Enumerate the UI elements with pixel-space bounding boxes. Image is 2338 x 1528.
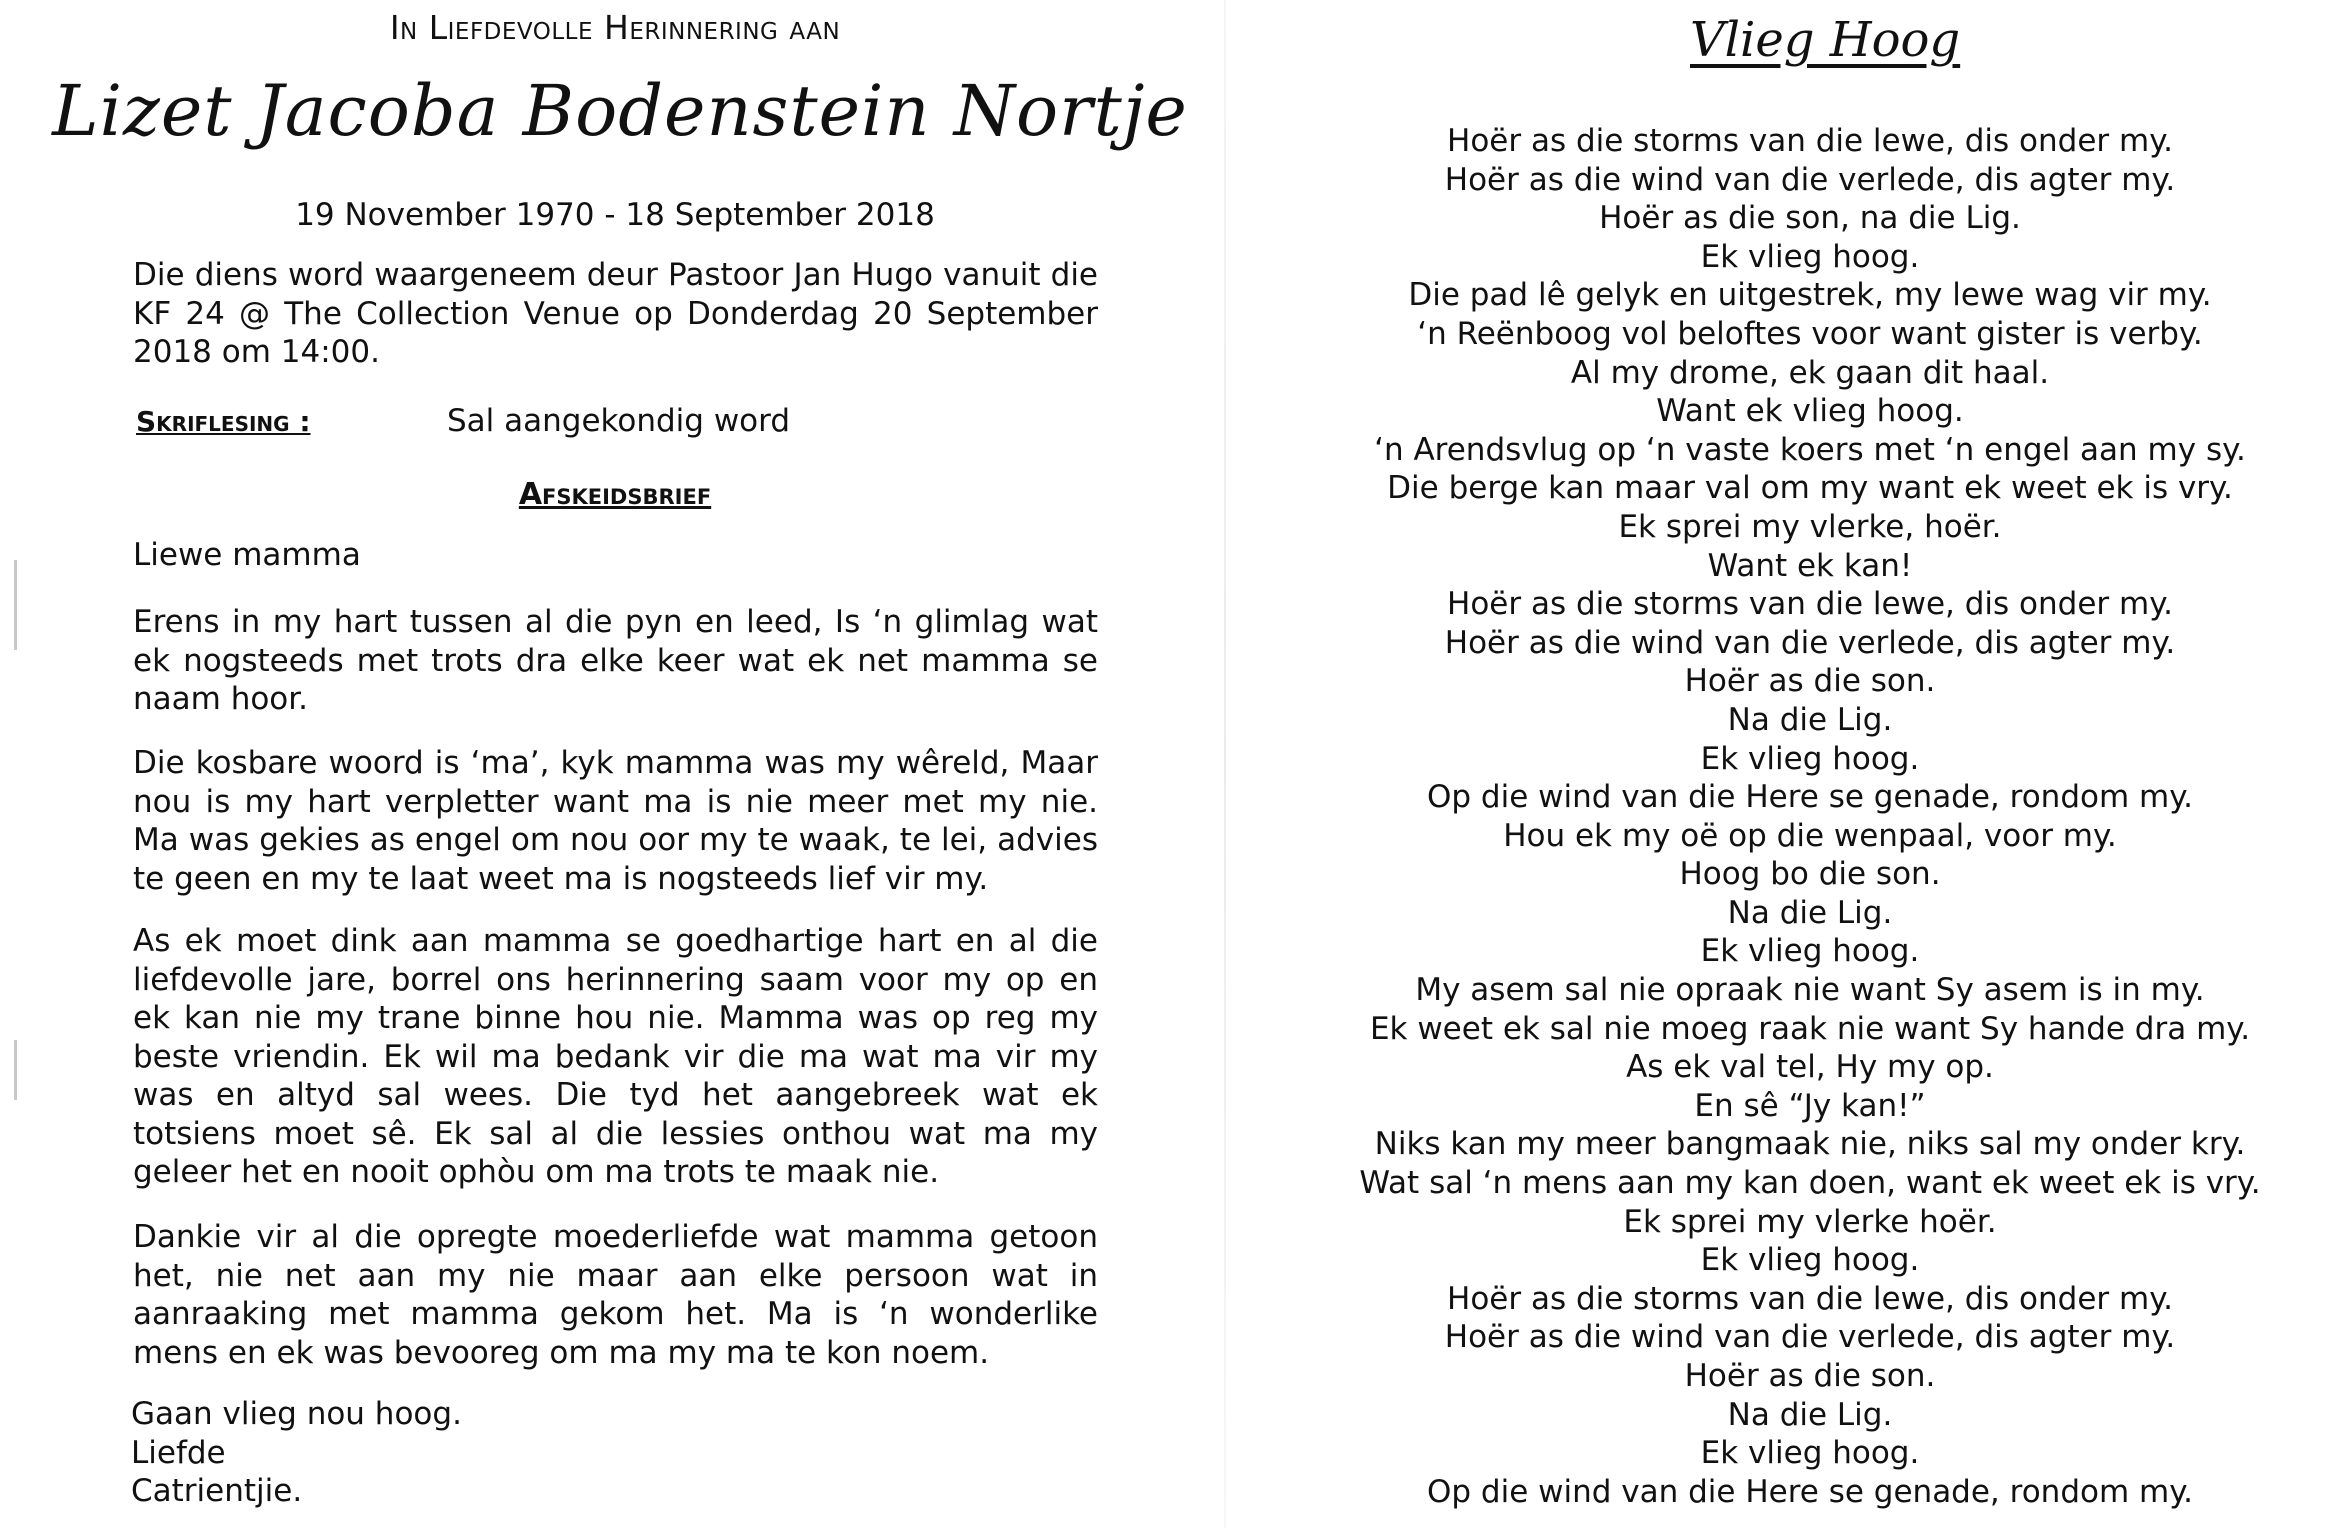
poem-line: Na die Lig. [1727,894,1893,931]
life-dates: 19 November 1970 - 18 September 2018 [295,197,935,233]
letter-closing [131,1395,462,1511]
closing-line: Liefde [131,1434,226,1471]
poem-line: Ek vlieg hoog. [1700,933,1920,970]
poem-line: Op die wind van die Here se genade, rondom my. [1426,779,2193,816]
poem-line: Die berge kan maar val om my want ek weet ek is vry. [1387,470,2233,507]
poem-line: Hoër as die wind van die verlede, dis agter my. [1444,1319,2176,1356]
poem-line: Na die Lig. [1727,1396,1893,1433]
letter-greeting: Liewe mamma [133,537,361,573]
poem-line: Hoër as die son. [1684,663,1936,700]
poem-line: Op die wind van die Here se genade, rondom my. [1426,1473,2193,1510]
poem-line: Hou ek my oë op die wenpaal, voor my. [1503,817,2117,854]
poem-line: As ek val tel, Hy my op. [1626,1049,1994,1086]
poem-line: Ek weet ek sal nie moeg raak nie want Sy hande dra my. [1369,1010,2251,1047]
letter-paragraph: Erens in my hart tussen al die pyn en leed, Is ‘n glimlag wat ek nogsteeds met trots dra elke keer wat ek net mamma se naam hoor. [133,604,1098,717]
poem-line: Hoog bo die son. [1679,856,1941,893]
scripture-reading-value: Sal aangekondig word [447,403,791,439]
poem-line: Al my drome, ek gaan dit haal. [1570,354,2050,391]
poem-line: ‘n Reënboog vol beloftes voor want gister is verby. [1417,315,2203,352]
poem-line: Hoër as die storms van die lewe, dis onder my. [1447,586,2173,623]
scripture-reading-label: Skriflesing : [136,405,311,438]
poem-line: Die pad lê gelyk en uitgestrek, my lewe wag vir my. [1408,277,2212,314]
poem-line: Want ek vlieg hoog. [1656,393,1964,430]
poem-line: Na die Lig. [1727,701,1893,738]
closing-line: Gaan vlieg nou hoog. [131,1396,462,1432]
scan-edge-mark [14,560,17,650]
deceased-name: Lizet Jacoba Bodenstein Nortje [52,70,1188,152]
poem-line: Hoër as die son, na die Lig. [1599,200,2021,237]
poem-line: Hoër as die storms van die lewe, dis onder my. [1447,123,2173,159]
poem [1330,122,2290,1511]
poem-line: Hoër as die wind van die verlede, dis agter my. [1444,624,2176,661]
poem-line: Ek vlieg hoog. [1700,1242,1920,1279]
letter-paragraph: Die kosbare woord is ‘ma’, kyk mamma was my wêreld, Maar nou is my hart verpletter want ma is nie meer met my nie. Ma was gekies as engel om nou oor my te waak, te lei, advies te geen en my te laat weet ma is nogsteeds lief vir my. [133,745,1098,897]
memorial-heading: In Liefdevolle Herinnering aan [389,8,841,47]
poem-line: Hoër as die storms van die lewe, dis onder my. [1447,1280,2173,1317]
service-details: Die diens word waargeneem deur Pastoor Jan Hugo vanuit die KF 24 @ The Collection Venue op Donderdag 20 September 2018 om 14:00. [133,257,1098,370]
scan-edge-mark [14,1040,17,1100]
letter-paragraph: As ek moet dink aan mamma se goedhartige hart en al die liefdevolle jare, borrel ons herinnering saam voor my op en ek kan nie my trane binne hou nie. Mamma was op reg my beste vriendin. Ek wil ma bedank vir die ma wat ma vir my was en altyd sal wees. Die tyd het aangebreek wat ek totsiens moet sê. Ek sal al die lessies onthou wat ma my geleer het en nooit ophòu om ma trots te maak nie. [133,923,1098,1190]
poem-line: Ek vlieg hoog. [1700,740,1920,777]
poem-line: ‘n Arendsvlug op ‘n vaste koers met ‘n engel aan my sy. [1374,431,2246,468]
poem-line: Ek sprei my vlerke, hoër. [1618,508,2002,545]
poem-line: My asem sal nie opraak nie want Sy asem is in my. [1415,972,2205,1009]
poem-line: Want ek kan! [1707,547,1913,584]
scripture-reading-row [136,403,1096,439]
poem-line: Ek sprei my vlerke hoër. [1623,1203,1997,1240]
poem-line: Wat sal ‘n mens aan my kan doen, want ek weet ek is vry. [1359,1165,2261,1202]
poem-line: En sê “Jy kan!” [1694,1087,1926,1124]
signature-name: Catrientjie. [131,1473,303,1509]
poem-line: Niks kan my meer bangmaak nie, niks sal my onder kry. [1374,1126,2246,1163]
poem-title: Vlieg Hoog [1690,12,1961,68]
poem-line: Ek vlieg hoog. [1700,1435,1920,1472]
farewell-letter-title: Afskeidsbrief [518,477,712,512]
letter-paragraph: Dankie vir al die opregte moederliefde wat mamma getoon het, nie net aan my nie maar aan elke persoon wat in aanraaking met mamma gekom het. Ma is ‘n wonderlike mens en ek was bevooreg om ma my ma te kon noem. [133,1219,1098,1371]
poem-line: Hoër as die son. [1684,1358,1936,1394]
poem-line: Ek vlieg hoog. [1700,238,1920,275]
poem-line: Hoër as die wind van die verlede, dis agter my. [1444,161,2176,198]
